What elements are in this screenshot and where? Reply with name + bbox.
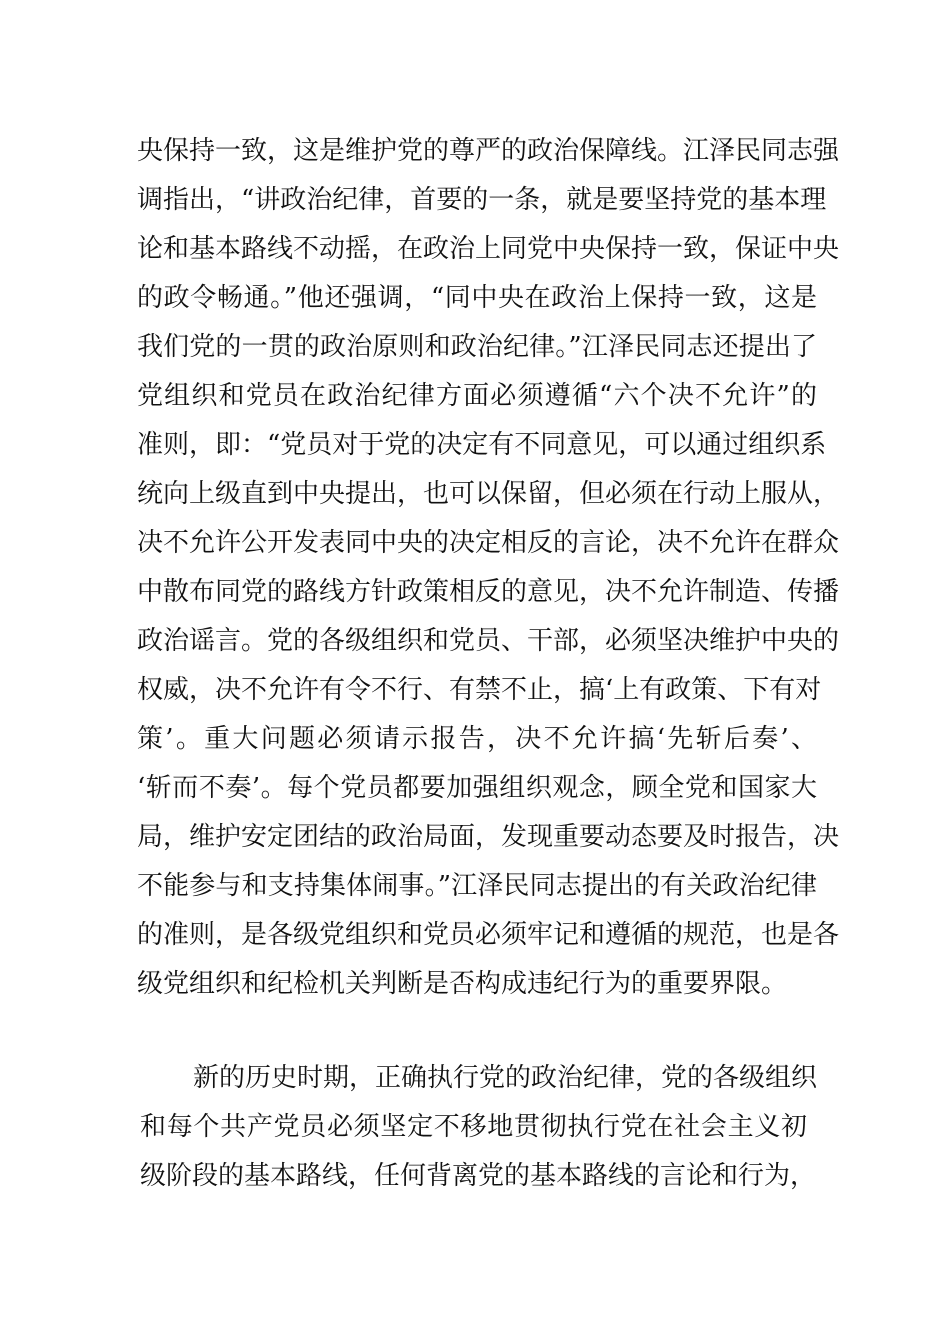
- text-line: 和每个共产党员必须坚定不移地贯彻执行党在社会主义初: [140, 1112, 807, 1142]
- text-line: 决不允许公开发表同中央的决定相反的言论，决不允许在群众: [137, 528, 840, 558]
- text-line: 的准则，是各级党组织和党员必须牢记和遵循的规范，也是各: [137, 920, 840, 950]
- text-line: 政治谣言。党的各级组织和党员、干部，必须坚决维护中央的: [137, 626, 840, 656]
- text-line: 党组织和党员在政治纪律方面必须遵循“六个决不允许”的: [137, 381, 817, 411]
- text-line: 准则，即：“党员对于党的决定有不同意见，可以通过组织系: [137, 430, 827, 460]
- text-line: 权威，决不允许有令不行、有禁不止，搞‘上有政策、下有对: [137, 675, 822, 705]
- text-line: 策’。重大问题必须请示报告，决不允许搞‘先斩后奏’、: [137, 724, 817, 754]
- text-line: ‘斩而不奏’。每个党员都要加强组织观念，顾全党和国家大: [137, 773, 817, 803]
- text-line: 新的历史时期，正确执行党的政治纪律，党的各级组织: [193, 1063, 818, 1093]
- text-line: 央保持一致，这是维护党的尊严的政治保障线。江泽民同志强: [137, 136, 840, 166]
- text-line: 统向上级直到中央提出，也可以保留，但必须在行动上服从，: [137, 479, 840, 509]
- text-line: 论和基本路线不动摇，在政治上同党中央保持一致，保证中央: [137, 234, 840, 264]
- text-line: 不能参与和支持集体闹事。”江泽民同志提出的有关政治纪律: [137, 871, 817, 901]
- text-line: 级阶段的基本路线，任何背离党的基本路线的言论和行为，: [140, 1161, 817, 1191]
- text-line: 我们党的一贯的政治原则和政治纪律。”江泽民同志还提出了: [137, 332, 817, 362]
- text-line: 局，维护安定团结的政治局面，发现重要动态要及时报告，决: [137, 822, 840, 852]
- text-line: 的政令畅通。”他还强调，“同中央在政治上保持一致，这是: [137, 283, 817, 313]
- text-line: 调指出，“讲政治纪律，首要的一条，就是要坚持党的基本理: [137, 185, 827, 215]
- text-line: 级党组织和纪检机关判断是否构成违纪行为的重要界限。: [137, 969, 788, 999]
- text-line: 中散布同党的路线方针政策相反的意见，决不允许制造、传播: [137, 577, 840, 607]
